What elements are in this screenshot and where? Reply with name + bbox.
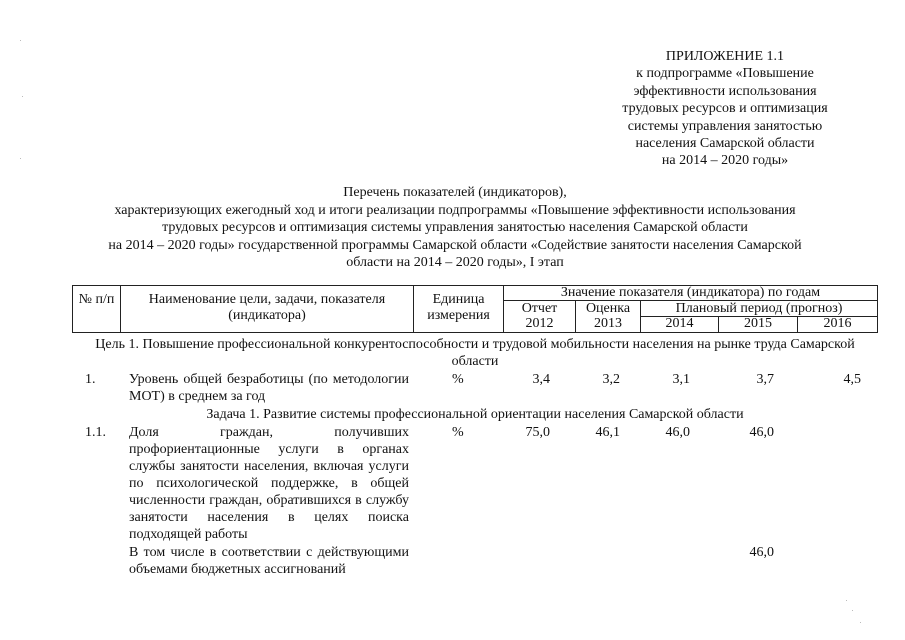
scan-speck [22,96,23,97]
appendix-line: ПРИЛОЖЕНИЕ 1.1 [665,49,785,64]
indicator-name: Доля граждан, получивших профориентационные услуги в органах службы занятости населения, включая услуги по психологической поддержке, в общей численности граждан, обратившихся в службу занятости населения в целях поиска подходящей работы [129,425,409,542]
appendix-line: населения Самарской области [635,136,815,152]
header-year-2012: 2012 [525,316,554,331]
scan-speck [860,622,861,623]
title-line: Перечень показателей (индикаторов), [343,185,567,200]
table-border-right [877,285,878,332]
unit-cell: % [452,372,464,387]
title-line: трудовых ресурсов и оптимизация системы управления занятостью населения Самарской области [162,220,748,236]
value-2013: 46,1 [595,425,620,440]
row-number: 1.1. [85,425,106,440]
scan-speck [20,40,21,41]
appendix-line: на 2014 – 2020 годы» [661,153,789,169]
title-line: характеризующих ежегодный ход и итоги реализации подпрограммы «Повышение эффективности использования [114,202,796,218]
goal-heading: Цель 1. Повышение профессиональной конкурентоспособности и трудовой мобильности населения на рынке труда Самарской области [95,337,855,369]
task-heading: Задача 1. Развитие системы профессиональной ориентации населения Самарской области [206,407,744,422]
appendix-line: к подпрограмме «Повышение [636,66,814,82]
value-2013: 3,2 [602,372,620,387]
unit-cell: % [452,425,464,440]
scan-speck [20,158,21,159]
scan-speck [846,600,847,601]
value-2016: 4,5 [843,372,861,387]
header-plan: Плановый период (прогноз) [675,301,843,316]
header-estimate: Оценка [585,301,631,316]
scan-speck [852,610,853,611]
indicator-name: Уровень общей безработицы (по методологии МОТ) в среднем за год [129,372,409,404]
value-2012: 75,0 [525,425,550,440]
value-2014: 46,0 [665,425,690,440]
title-line: на 2014 – 2020 годы» государственной программы Самарской области «Содействие занятости населения Самарской [108,237,802,253]
value-2012: 3,4 [532,372,550,387]
value-2015: 46,0 [749,425,774,440]
header-year-2016: 2016 [823,316,852,331]
value-2014: 3,1 [672,372,690,387]
value-2015: 46,0 [749,545,774,560]
appendix-line: системы управления занятостью [627,118,823,134]
indicator-subtext: В том числе в соответствии с действующими объемами бюджетных ассигнований [129,545,409,577]
title-line: области на 2014 – 2020 годы», I этап [346,255,564,271]
header-values-group: Значение показателя (индикатора) по годам [560,285,821,300]
header-report: Отчет [521,301,558,316]
header-year-2013: 2013 [594,316,622,331]
appendix-line: эффективности использования [633,83,817,99]
value-2015: 3,7 [756,372,774,387]
header-num: № п/п [78,292,115,307]
table-border-bottom [72,332,878,333]
appendix-block [560,48,890,170]
header-year-2015: 2015 [744,316,772,331]
row-number: 1. [85,372,96,387]
appendix-line: трудовых ресурсов и оптимизация [622,101,828,117]
header-name: Наименование цели, задачи, показателя (индикатора) [148,292,386,323]
header-unit: Единица измерения [427,292,490,323]
header-year-2014: 2014 [665,316,694,331]
document-title [20,184,890,272]
